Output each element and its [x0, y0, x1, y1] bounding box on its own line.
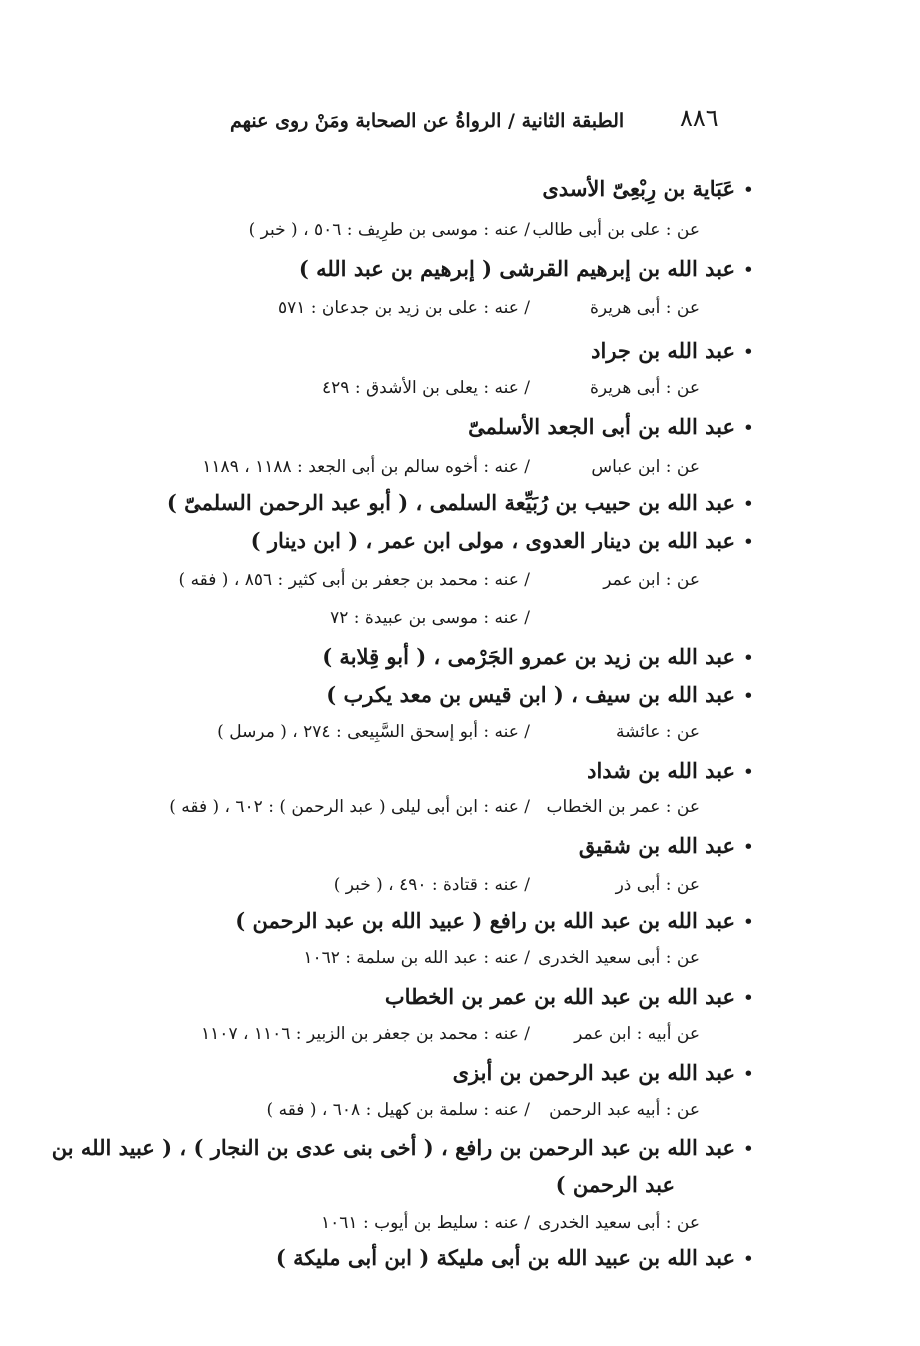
bullet-icon: • [742, 761, 754, 783]
narrator-entry: عَبَاية بن رِبْعِىّ الأسدى [542, 176, 735, 201]
narrated-from: عن : عائشة [616, 722, 700, 742]
bullet-icon: • [742, 1063, 754, 1085]
bullet-icon: • [742, 647, 754, 669]
narrator-entry: عبد الله بن أبى الجعد الأسلمىّ [468, 414, 735, 439]
narrated-from: عن : أبيه عبد الرحمن [549, 1100, 700, 1120]
narrated-by: / عنه : محمد بن جعفر بن أبى كثير : ٨٥٦ ، ( فقه ) [178, 570, 530, 590]
narrated-from: عن : ابن عمر [603, 570, 700, 590]
narrator-entry: عبد الله بن عبد الله بن رافع ( عبيد الله بن عبد الرحمن ) [235, 908, 735, 933]
narrator-entry: عبد الله بن عبيد الله بن أبى مليكة ( ابن أبى مليكة ) [275, 1245, 735, 1270]
page-number: ٨٨٦ [680, 104, 719, 132]
bullet-icon: • [742, 836, 754, 858]
bullet-icon: • [742, 531, 754, 553]
narrated-by: / عنه : ابن أبى ليلى ( عبد الرحمن ) : ٦٠٢ ، ( فقه ) [169, 797, 530, 817]
narrated-from: عن : أبى سعيد الخدرى [538, 948, 700, 968]
narrator-entry: عبد الله بن عبد الله بن عمر بن الخطاب [384, 984, 735, 1009]
bullet-icon: • [742, 911, 754, 933]
narrated-by: / عنه : محمد بن جعفر بن الزبير : ١١٠٦ ، ١١٠٧ [201, 1024, 530, 1044]
narrator-entry: عبد الله بن إبرهيم القرشى ( إبرهيم بن عبد الله ) [298, 256, 735, 281]
narrator-entry: عبد الله بن شداد [587, 758, 735, 783]
narrated-from: عن : ابن عباس [591, 457, 700, 477]
bullet-icon: • [742, 685, 754, 707]
bullet-icon: • [742, 341, 754, 363]
narrator-entry: عبد الله بن شقيق [578, 833, 735, 858]
narrated-by: / عنه : سليط بن أيوب : ١٠٦١ [321, 1213, 530, 1233]
narrated-from: عن أبيه : ابن عمر [574, 1024, 700, 1044]
narrated-by: / عنه : على بن زيد بن جدعان : ٥٧١ [277, 298, 530, 318]
bullet-icon: • [742, 179, 754, 201]
narrator-entry: عبد الله بن عبد الرحمن بن أبزى [452, 1060, 735, 1085]
narrated-by: / عنه : قتادة : ٤٩٠ ، ( خبر ) [333, 875, 530, 895]
narrated-by: / عنه : موسى بن عبيدة : ٧٢ [330, 608, 530, 628]
narrated-from: عن : أبى هريرة [589, 298, 700, 318]
narrated-by: / عنه : أخوه سالم بن أبى الجعد : ١١٨٨ ، ١١٨٩ [202, 457, 530, 477]
bullet-icon: • [742, 1248, 754, 1270]
narrator-entry: عبد الله بن عبد الرحمن بن رافع ، ( أخى بنى عدى بن النجار ) ، ( عبيد الله بن [51, 1135, 735, 1160]
narrator-entry: عبد الله بن دينار العدوى ، مولى ابن عمر ، ( ابن دينار ) [250, 528, 735, 553]
bullet-icon: • [742, 417, 754, 439]
narrator-entry: عبد الله بن زيد بن عمرو الجَرْمى ، ( أبو قِلابة ) [322, 644, 735, 669]
bullet-icon: • [742, 987, 754, 1009]
narrator-entry: عبد الله بن جراد [591, 338, 735, 363]
narrated-from: عن : أبى ذر [615, 875, 700, 895]
narrated-from: عن : على بن أبى طالب [532, 220, 700, 240]
narrator-entry: عبد الله بن حبيب بن رُبَيِّعة السلمى ، ( أبو عبد الرحمن السلمىّ ) [166, 490, 735, 515]
narrated-from: عن : أبى هريرة [589, 378, 700, 398]
narrated-by: / عنه : أبو إسحق السَّبِيعى : ٢٧٤ ، ( مرسل ) [217, 722, 530, 742]
narrated-by: / عنه : موسى بن طرِيف : ٥٠٦ ، ( خبر ) [248, 220, 530, 240]
bullet-icon: • [742, 493, 754, 515]
narrated-by: / عنه : سلمة بن كهيل : ٦٠٨ ، ( فقه ) [266, 1100, 530, 1120]
narrated-from: عن : عمر بن الخطاب [546, 797, 700, 817]
narrated-by: / عنه : عبد الله بن سلمة : ١٠٦٢ [303, 948, 530, 968]
narrated-from: عن : أبى سعيد الخدرى [538, 1213, 700, 1233]
narrated-by: / عنه : يعلى بن الأشدق : ٤٢٩ [322, 378, 530, 398]
narrator-entry: عبد الله بن سيف ، ( ابن قيس بن معد يكرب ) [326, 682, 735, 707]
narrator-entry-continued: عبد الرحمن ) [555, 1172, 675, 1197]
bullet-icon: • [742, 259, 754, 281]
bullet-icon: • [742, 1138, 754, 1160]
running-title: الطبقة الثانية / الرواةُ عن الصحابة ومَنْ روى عنهم [230, 110, 625, 132]
